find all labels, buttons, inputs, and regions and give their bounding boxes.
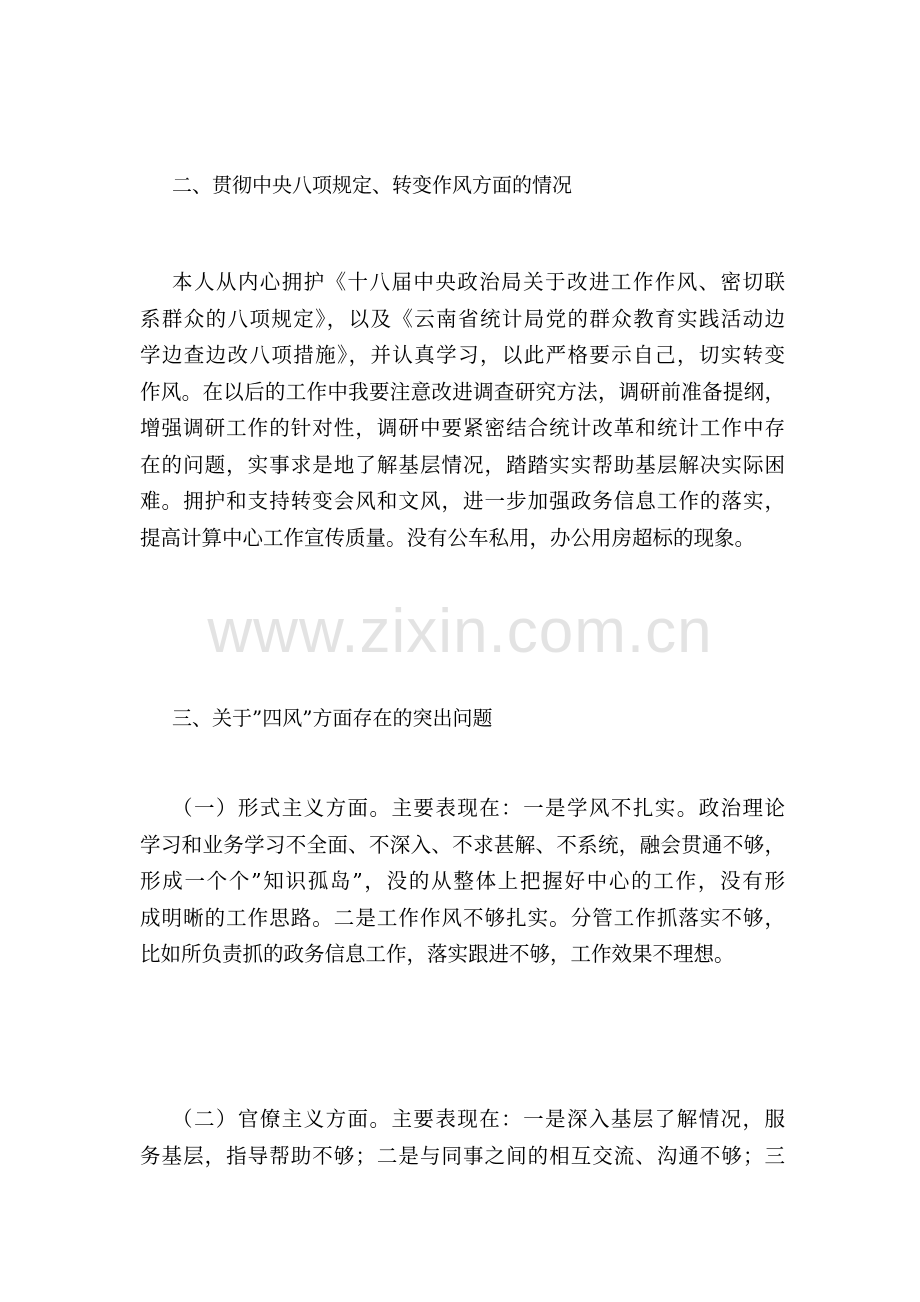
paragraph-line: 本人从内心拥护《十八届中央政治局关于改进工作作风、密切联: [172, 270, 785, 294]
paragraph-line: 形成一个个”知识孤岛”，没的从整体上把握好中心的工作，没有形: [140, 869, 785, 893]
section-3-heading: 三、关于”四风”方面存在的突出问题: [172, 706, 493, 730]
paragraph-line: 作风。在以后的工作中我要注意改进调查研究方法，调研前准备提纲，: [140, 379, 785, 404]
paragraph-line: 系群众的八项规定》，以及《云南省统计局党的群众教育实践活动边: [140, 306, 785, 331]
paragraph-line: 难。拥护和支持转变会风和文风，进一步加强政务信息工作的落实，: [140, 489, 785, 513]
watermark: www.zixin.com.cn: [207, 597, 713, 666]
section-2-heading: 二、贯彻中央八项规定、转变作风方面的情况: [172, 173, 572, 197]
paragraph-line: 学边查边改八项措施》，并认真学习，以此严格要示自己，切实转变: [140, 343, 785, 367]
paragraph-line: 增强调研工作的针对性，调研中要紧密结合统计改革和统计工作中存: [140, 416, 785, 440]
paragraph-line: 务基层，指导帮助不够；二是与同事之间的相互交流、沟通不够；三: [140, 1143, 785, 1168]
paragraph-line: （二）官僚主义方面。主要表现在：一是深入基层了解情况，服: [172, 1107, 785, 1131]
paragraph-line: 提高计算中心工作宣传质量。没有公车私用，办公用房超标的现象。: [140, 525, 755, 550]
section-2-paragraph: [140, 264, 785, 556]
paragraph-line: 比如所负责抓的政务信息工作，落实跟进不够，工作效果不理想。: [140, 942, 735, 966]
section-3-subsection-2: [140, 1101, 785, 1174]
paragraph-line: 学习和业务学习不全面、不深入、不求甚解、不系统，融会贯通不够，: [140, 832, 785, 857]
paragraph-line: 在的问题，实事求是地了解基层情况，踏踏实实帮助基层解决实际困: [140, 452, 785, 477]
section-3-subsection-1: [140, 790, 785, 973]
paragraph-line: 成明晰的工作思路。二是工作作风不够扎实。分管工作抓落实不够，: [140, 905, 785, 930]
paragraph-line: （一）形式主义方面。主要表现在：一是学风不扎实。政治理论: [172, 796, 785, 820]
